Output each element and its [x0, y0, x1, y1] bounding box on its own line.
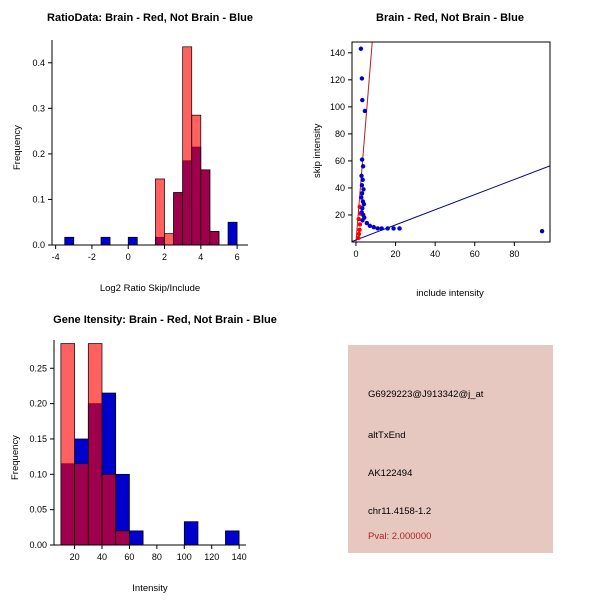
svg-text:80: 80	[151, 552, 162, 562]
svg-text:0: 0	[353, 249, 359, 259]
svg-text:40: 40	[334, 182, 345, 193]
panel-intensity-histogram	[0, 300, 300, 600]
svg-text:-4: -4	[51, 252, 60, 262]
panel-scatter-title: Brain - Red, Not Brain - Blue	[376, 12, 524, 24]
panel-intensity-ylabel: Frequency	[10, 435, 21, 480]
svg-text:2: 2	[162, 252, 168, 262]
svg-text:140: 140	[329, 47, 345, 58]
info-line-pval: Pval: 2.000000	[368, 531, 432, 542]
panel-ratio-title: RatioData: Brain - Red, Not Brain - Blue	[47, 12, 253, 24]
panel-scatter-xlabel: include intensity	[416, 288, 484, 299]
svg-text:120: 120	[329, 74, 345, 85]
panel-scatter-canvas	[300, 0, 600, 300]
gene-info-box	[348, 345, 553, 553]
panel-intensity-canvas	[0, 300, 300, 600]
svg-text:0.05: 0.05	[29, 504, 47, 515]
panel-intensity-xlabel: Intensity	[132, 583, 168, 594]
panel-scatter-ylabel: skip intensity	[312, 123, 323, 178]
panel-ratio-canvas	[0, 0, 300, 300]
svg-text:40: 40	[430, 249, 441, 259]
svg-text:20: 20	[69, 552, 80, 562]
svg-text:60: 60	[334, 155, 345, 166]
svg-text:120: 120	[204, 552, 220, 562]
svg-text:80: 80	[334, 128, 345, 139]
svg-text:6: 6	[234, 252, 240, 262]
info-line-locus: chr11.4158-1.2	[368, 506, 432, 517]
svg-text:0.2: 0.2	[32, 148, 45, 159]
svg-text:20: 20	[390, 249, 401, 259]
svg-text:0: 0	[125, 252, 131, 262]
svg-text:40: 40	[96, 552, 108, 562]
svg-text:0.10: 0.10	[29, 469, 47, 480]
svg-text:0.4: 0.4	[32, 57, 45, 68]
panel-ratio-ylabel: Frequency	[12, 125, 23, 170]
svg-text:0.25: 0.25	[29, 363, 47, 374]
panel-ratio-xlabel: Log2 Ratio Skip/Include	[99, 283, 201, 294]
svg-text:80: 80	[509, 249, 520, 259]
svg-text:0.3: 0.3	[32, 103, 45, 114]
info-line-probe: G6929223@J913342@j_at	[368, 389, 484, 400]
svg-text:60: 60	[469, 249, 480, 259]
svg-text:0.20: 0.20	[29, 398, 47, 409]
info-line-accession: AK122494	[368, 468, 413, 479]
info-line-event: altTxEnd	[368, 430, 406, 441]
svg-text:0.00: 0.00	[29, 540, 47, 550]
svg-text:20: 20	[334, 209, 345, 220]
panel-ratio-histogram	[0, 0, 300, 300]
panel-intensity-title: Gene Itensity: Brain - Red, Not Brain - Blue	[53, 314, 277, 326]
svg-text:0.0: 0.0	[32, 240, 45, 250]
svg-text:0.15: 0.15	[29, 433, 47, 444]
panel-scatter	[300, 0, 600, 300]
svg-text:-2: -2	[87, 252, 96, 262]
svg-text:100: 100	[329, 101, 345, 112]
svg-text:0.1: 0.1	[32, 194, 45, 205]
svg-text:4: 4	[198, 252, 204, 262]
svg-text:60: 60	[124, 552, 135, 562]
svg-text:140: 140	[231, 552, 247, 562]
svg-text:100: 100	[176, 552, 192, 562]
